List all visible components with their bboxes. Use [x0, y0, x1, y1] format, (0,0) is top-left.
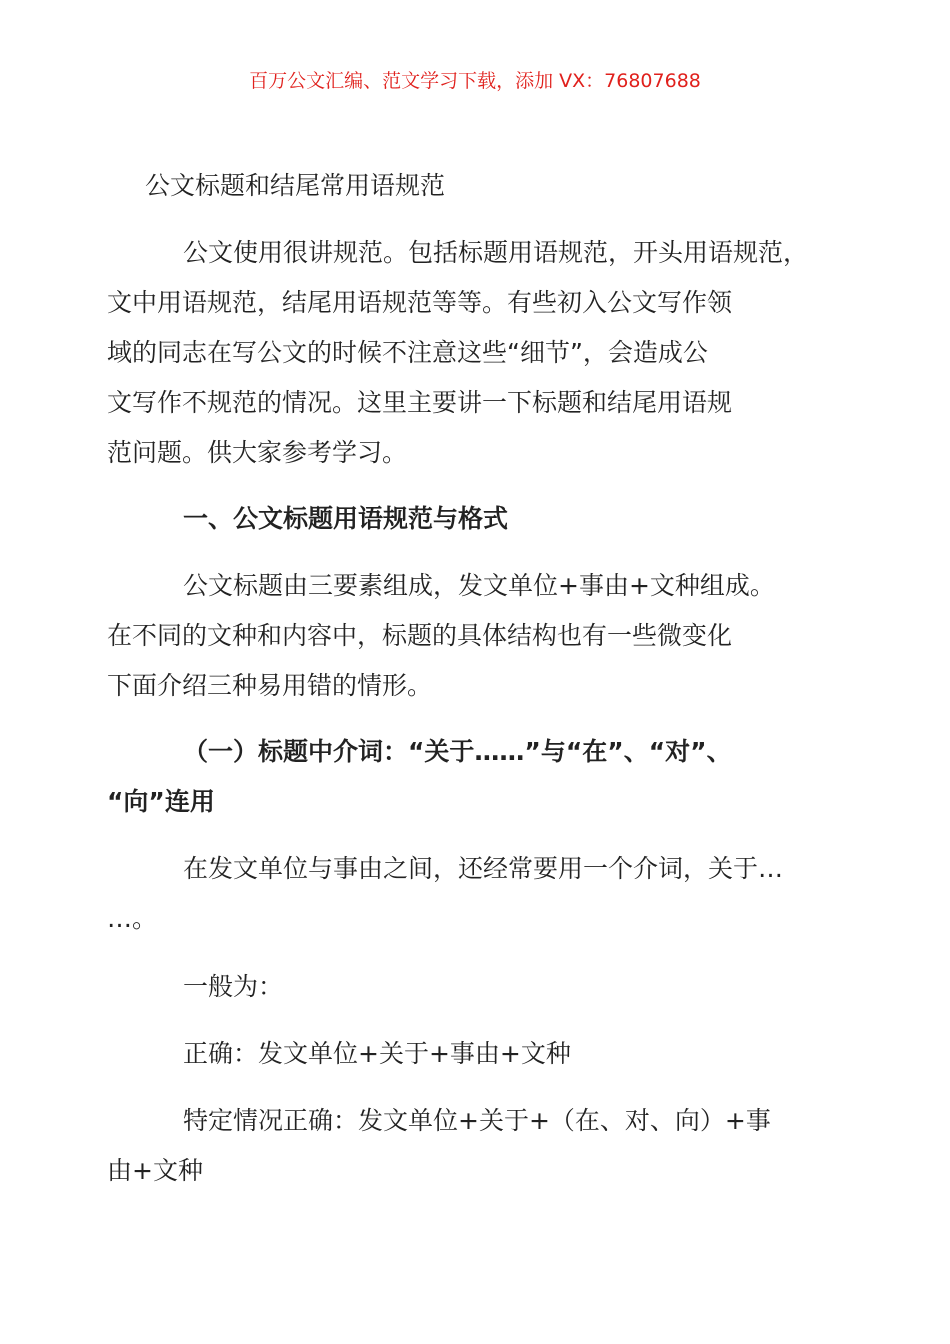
- paragraph-line: 文写作不规范的情况。这里主要讲一下标题和结尾用语规: [107, 388, 733, 417]
- subsection-paragraph: [107, 844, 835, 944]
- paragraph-line: …。: [107, 904, 158, 933]
- paragraph-line: 公文标题由三要素组成，发文单位+事由+文种组成。: [183, 571, 775, 600]
- paragraph-line: 特定情况正确：发文单位+关于+（在、对、向）+事: [183, 1106, 771, 1135]
- paragraph-line: 在发文单位与事由之间，还经常要用一个介词，关于…: [183, 854, 784, 883]
- general-form-label: [145, 962, 835, 1012]
- heading-line: “向”连用: [107, 787, 215, 816]
- special-case-form: [107, 1096, 835, 1196]
- paragraph-line: 由+文种: [107, 1156, 203, 1185]
- heading-line: 一、公文标题用语规范与格式: [183, 504, 509, 533]
- document-title: 公文标题和结尾常用语规范: [145, 171, 446, 200]
- subsection-heading-1: [107, 727, 835, 827]
- header-promo-text: 百万公文汇编、范文学习下载，添加 VX：76807688: [249, 70, 701, 92]
- paragraph-line: 域的同志在写公文的时候不注意这些“细节”，会造成公: [107, 338, 708, 367]
- paragraph-line: 范问题。供大家参考学习。: [107, 438, 408, 467]
- correct-form-line: [145, 1029, 835, 1079]
- intro-paragraph: [107, 228, 835, 478]
- paragraph-line: 正确：发文单位+关于+事由+文种: [183, 1039, 571, 1068]
- heading-line: （一）标题中介词：“关于……”与“在”、“对”、: [183, 737, 732, 766]
- paragraph-line: 在不同的文种和内容中，标题的具体结构也有一些微变化: [107, 621, 733, 650]
- section-heading-1: [145, 494, 835, 544]
- paragraph-line: 一般为：: [183, 972, 284, 1001]
- paragraph-line: 公文使用很讲规范。包括标题用语规范，开头用语规范，: [183, 238, 809, 267]
- section-1-paragraph: [107, 561, 835, 711]
- paragraph-line: 下面介绍三种易用错的情形。: [107, 671, 433, 700]
- paragraph-line: 文中用语规范，结尾用语规范等等。有些初入公文写作领: [107, 288, 733, 317]
